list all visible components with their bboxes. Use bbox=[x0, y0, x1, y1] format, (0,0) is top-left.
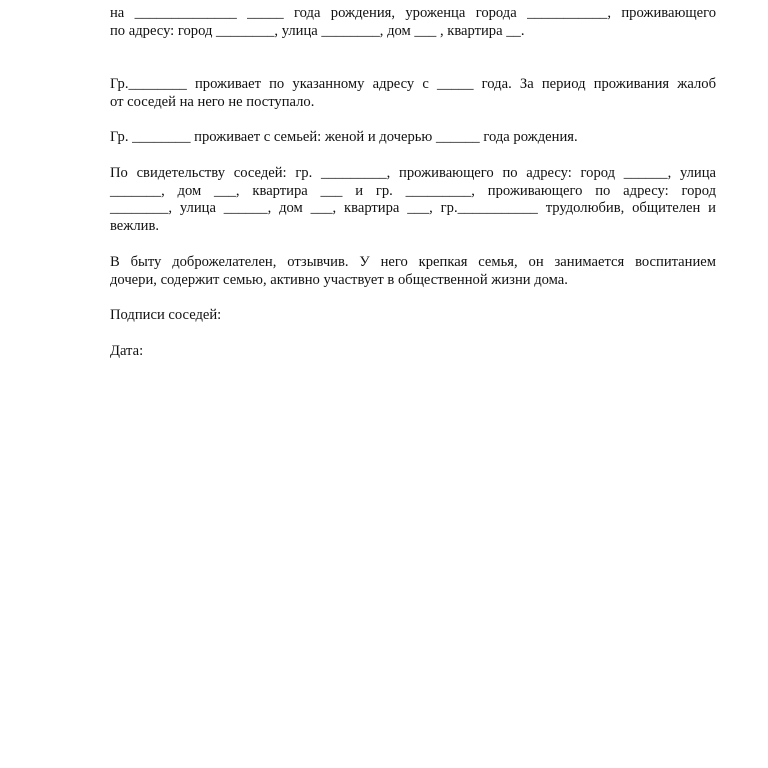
date-label bbox=[110, 343, 716, 361]
text-line: на ______________ _____ года рождения, уроженца города ___________, проживающего bbox=[110, 5, 716, 21]
text-line: Гр. ________ проживает с семьей: женой и дочерью ______ года рождения. bbox=[110, 129, 578, 145]
text-line: _______, дом ___, квартира ___ и гр. _________, проживающего по адресу: город bbox=[110, 182, 716, 199]
text-line: Подписи соседей: bbox=[110, 307, 222, 323]
text-line: от соседей на него не поступало. bbox=[110, 93, 315, 110]
text-line: В быту доброжелателен, отзывчив. У него крепкая семья, он занимается воспитанием bbox=[110, 254, 716, 270]
paragraph-character bbox=[110, 254, 716, 289]
text-line: ________, улица ______, дом ___, квартира ___, гр.___________ трудолюбив, общителен и bbox=[110, 200, 716, 216]
text-line: Дата: bbox=[110, 343, 144, 359]
text-line: вежлив. bbox=[110, 217, 159, 234]
paragraph-neighbors-testimony bbox=[110, 165, 716, 235]
signatures-label bbox=[110, 307, 716, 325]
text-line: По свидетельству соседей: гр. _________, проживающего по адресу: город ______, улица bbox=[110, 165, 716, 181]
text-line: Гр.________ проживает по указанному адресу с _____ года. За период проживания жалоб bbox=[110, 76, 716, 92]
text-line: по адресу: город ________, улица ________, дом ___ , квартира __. bbox=[110, 22, 525, 39]
paragraph-residence-period bbox=[110, 76, 716, 111]
paragraph-family bbox=[110, 129, 716, 147]
text-line: дочери, содержит семью, активно участвует в общественной жизни дома. bbox=[110, 271, 568, 288]
paragraph-birth-address bbox=[110, 5, 716, 40]
